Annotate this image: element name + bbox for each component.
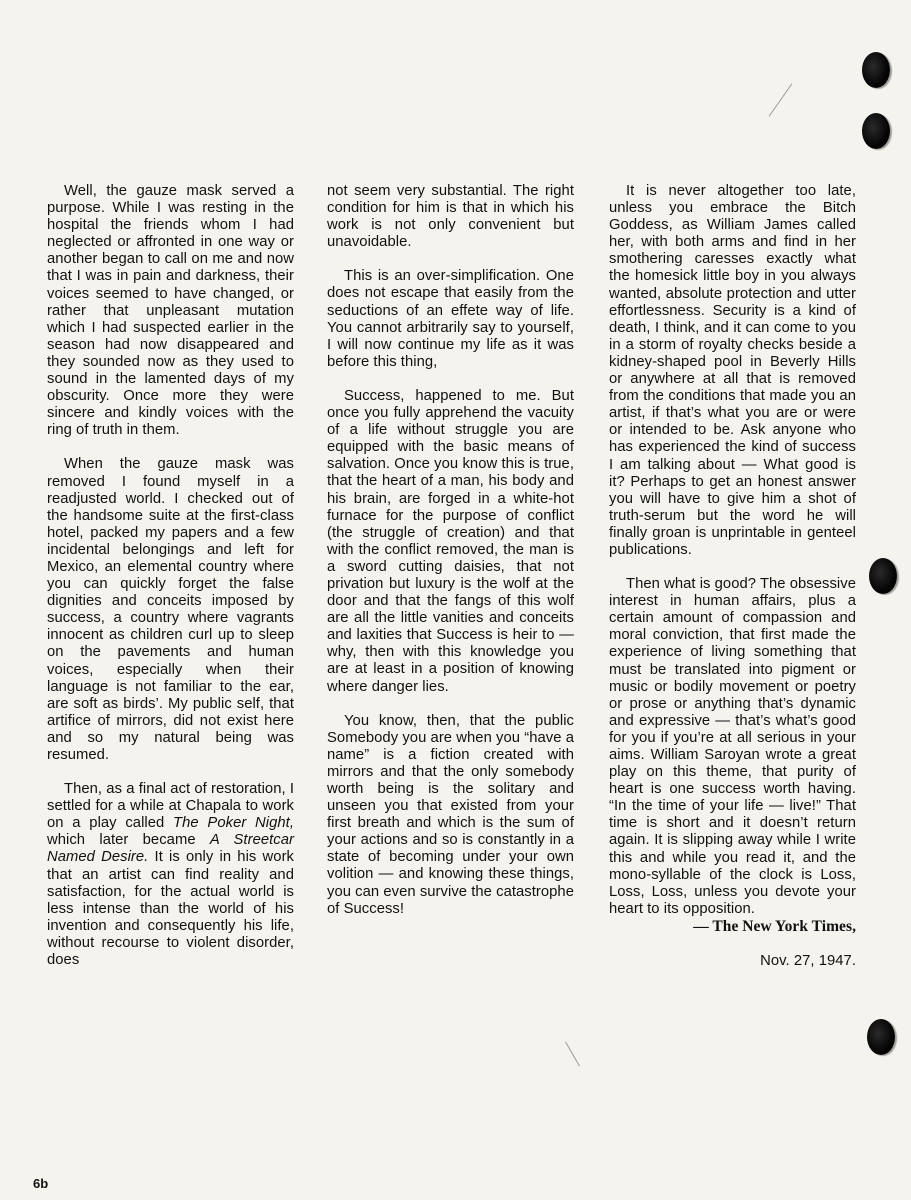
play-title: A Streetcar Named Desire. xyxy=(47,832,294,866)
paragraph: not seem very substantial. The right condition for him is that in which his work is not only convenient but unavoidable. xyxy=(327,183,574,251)
binder-hole xyxy=(869,558,897,594)
binder-hole xyxy=(867,1019,895,1055)
paper-crease xyxy=(565,1042,580,1067)
paragraph: When the gauze mask was removed I found myself in a readjusted world. I checked out of the handsome suite at the first-class hotel, packed my papers and a few incidental belongings and left for Mexico, an elemental country where you can quickly forget the false dignities and conceits imposed by success, a country where vagrants innocent as children curl up to sleep on the pavements and human voices, especially when their language is not familiar to the ear, are soft as birds’. My public self, that artifice of mirrors, did not exist here and so my natural being was resumed. xyxy=(47,456,294,763)
paragraph: Then what is good? The obsessive interest in human affairs, plus a certain amount of compassion and moral conviction, that first made the experience of living something that must be translated into pigment or music or bodily movement or poetry or prose or anything that’s dynamic and expressive — that’s what’s good for you if you’re at all serious in your aims. William Saroyan wrote a great play on this theme, that purity of heart is one success worth having. “In the time of your life — live!” That time is short and it doesn’t return again. It is slipping away while I write this and while you read it, and the mono-syllable of the clock is Loss, Loss, Loss, unless you devote your heart to its opposition. xyxy=(609,576,856,917)
paragraph-text: It is only in his work that an artist can find reality and satisfaction, for the actual world is less intense than the world of his invention and consequently his life, without recourse to violent disorder, does xyxy=(47,849,294,969)
binder-hole xyxy=(862,52,890,88)
paragraph: This is an over-simplification. One does not escape that easily from the seductions of an effete way of life. You cannot arbitrarily say to yourself, I will now continue my life as it was before this thing, xyxy=(327,268,574,370)
text-column-3 xyxy=(609,183,856,987)
paragraph: Well, the gauze mask served a purpose. While I was resting in the hospital the friends whom I had neglected or affronted in one way or another began to call on me and now that I was in pain and darkness, their voices seemed to have changed, or rather that unpleasant mutation which I had suspected earlier in the season had now disappeared and they sounded now as they used to sound in the lamented days of my obscurity. Once more they were sincere and kindly voices with the ring of truth in them. xyxy=(47,183,294,439)
newspaper-name: — The New York Times, xyxy=(693,917,856,935)
binder-hole xyxy=(862,113,890,149)
text-column-2 xyxy=(327,183,574,935)
paragraph: It is never altogether too late, unless you embrace the Bitch Goddess, as William James called her, with both arms and find in her smothering caresses exactly what the homesick little boy in you always wanted, absolute protection and utter effortlessness. Security is a kind of death, I think, and it can come to you in a storm of royalty checks beside a kidney-shaped pool in Beverly Hills or anywhere at all that is removed from the conditions that made you an artist, if that’s what you are or were or intended to be. Ask anyone who has experienced the kind of success I am talking about — What good is it? Perhaps to get an honest answer you will have to give him a shot of truth-serum but the word he will finally groan is unprintable in genteel publications. xyxy=(609,183,856,558)
paragraph-text: Then, as a final act of restoration, I settled for a while at Chapala to work on a play called xyxy=(47,781,294,832)
attribution-date: Nov. 27, 1947. xyxy=(760,953,856,970)
paragraph-text: which later became xyxy=(47,832,210,849)
paper-crease xyxy=(769,83,793,116)
paragraph xyxy=(47,781,294,969)
attribution-source xyxy=(609,918,856,936)
text-column-1 xyxy=(47,183,294,986)
paragraph: You know, then, that the public Somebody you are when you “have a name” is a fiction created with mirrors and that the only somebody worth being is the solitary and unseen you that existed from your first breath and which is the sum of your actions and so is constantly in a state of becoming under your own volition — and knowing these things, you can even survive the catastrophe of Success! xyxy=(327,712,574,917)
page-number: 6b xyxy=(33,1176,49,1191)
paragraph: Success, happened to me. But once you fully apprehend the vacuity of a life without struggle you are equipped with the basic means of salvation. Once you know this is true, that the heart of a man, his body and his brain, are forged in a white-hot furnace for the purpose of conflict (the struggle of creation) and that with the conflict removed, the man is a sword cutting daisies, that not privation but luxury is the wolf at the door and that the fangs of this wolf are all the little vanities and conceits and laxities that Success is heir to — why, then with this knowledge you are at least in a position of knowing where danger lies. xyxy=(327,387,574,695)
play-title: The Poker Night, xyxy=(173,815,294,832)
